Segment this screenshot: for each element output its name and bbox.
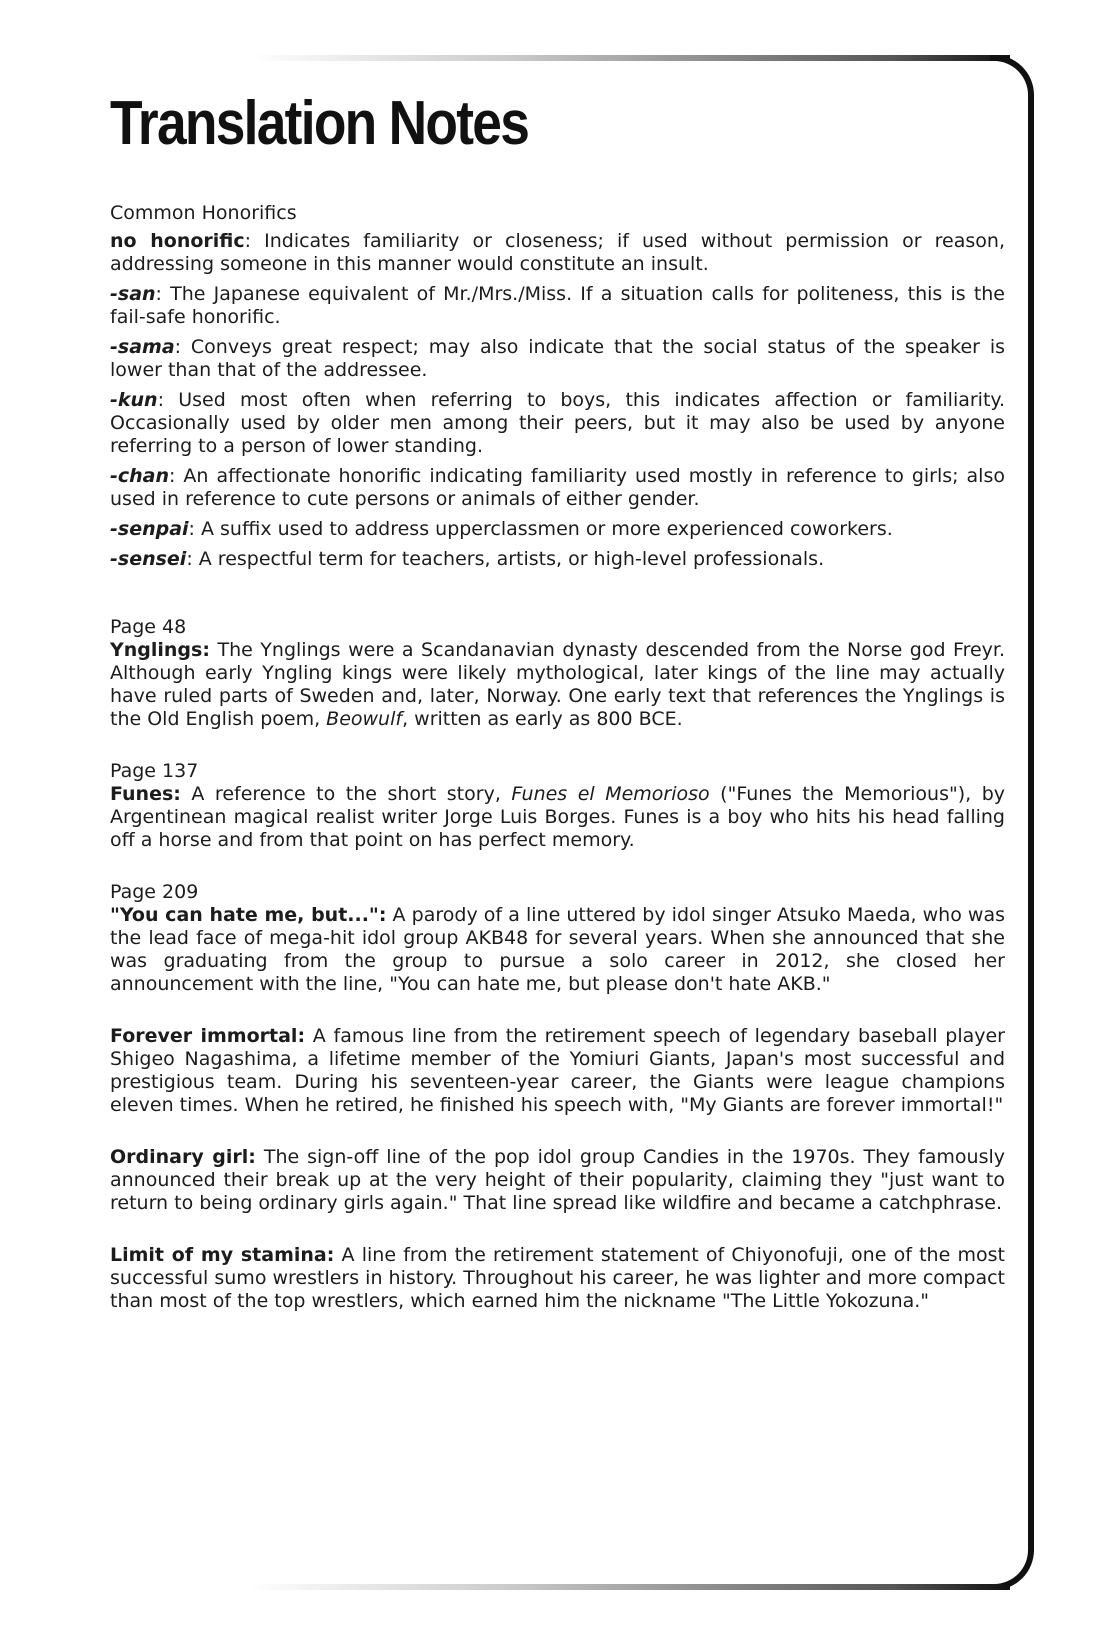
frame-bottom-border [250,1584,1010,1590]
note-entry [110,1244,1005,1313]
spacer [110,1003,1005,1025]
honorific-definition: : A respectful term for teachers, artists, or high-level professionals. [186,548,825,571]
note-term: "You can hate me, but...": [110,904,387,927]
note-forever-immortal [110,1025,1005,1117]
note-entry [110,1146,1005,1215]
honorific-entry [110,336,1005,382]
note-text: A line from the retirement statement of Chiyonofuji, one of the most successful sumo wrestlers in history. Throughout his career, he was lighter and more compact than most of the top wrestlers, which earned him the nickname "The Little Yokozuna." [110,1244,1005,1313]
frame-right-border [1028,112,1034,1552]
note-page-number: Page 48 [110,616,187,639]
spacer [110,1222,1005,1244]
note-entry [110,1025,1005,1117]
note-limit-of-stamina [110,1244,1005,1313]
note-text: The Ynglings were a Scandanavian dynasty descended from the Norse god Freyr. Although early Yngling kings were likely mythological, later kings of the line may actually have ruled parts of Sweden and, later, Norway. One early text that references the Ynglings is the Old English poem, [110,639,1005,731]
honorific-entry [110,518,1005,541]
note-text: ("Funes the Memorious"), by Argentinean magical realist writer Jorge Luis Borges. Funes is a boy who hits his head falling off a horse and from that point on has perfect memory. [110,783,1005,852]
note-term: Ordinary girl: [110,1146,256,1169]
note-text: A famous line from the retirement speech of legendary baseball player Shigeo Nagashima, a lifetime member of the Yomiuri Giants, Japan's most successful and prestigious team. During his seventeen-year career, the Giants were league champions eleven times. When he retired, he finished his speech with, "My Giants are forever immortal!" [110,1025,1005,1117]
note-page-48 [110,616,1005,731]
spacer [110,1124,1005,1146]
note-term: Forever immortal: [110,1025,306,1048]
note-term: Limit of my stamina: [110,1244,335,1267]
note-italic-title: Beowulf [326,708,403,731]
note-text: A parody of a line uttered by idol singer Atsuko Maeda, who was the lead face of mega-hit idol group AKB48 for several years. When she announced that she was graduating from the group to pursue a solo career in 2012, she closed her announcement with the line, "You can hate me, but please don't hate AKB." [110,904,1006,996]
honorific-term: -sensei [110,548,187,571]
note-entry [110,904,1005,996]
note-ordinary-girl [110,1146,1005,1215]
honorific-term: -san [110,283,156,306]
honorific-definition: : Indicates familiarity or closeness; if used without permission or reason, addressing someone in this manner would constitute an insult. [110,230,1005,276]
honorific-definition: : The Japanese equivalent of Mr./Mrs./Miss. If a situation calls for politeness, this is the fail-safe honorific. [110,283,1005,329]
spacer [110,859,1005,881]
note-text: The sign-off line of the pop idol group Candies in the 1970s. They famously announced their break up at the very height of their popularity, claiming they "just want to return to being ordinary girls again." That line spread like wildfire and became a catchphrase. [110,1146,1005,1215]
honorific-entry [110,465,1005,511]
note-italic-title: Funes el Memorioso [511,783,710,806]
spacer [110,578,1005,616]
note-term: Ynglings: [110,639,210,662]
note-text: A reference to the short story, [180,783,512,806]
honorifics-heading: Common Honorifics [110,202,297,225]
honorific-entry [110,548,1005,571]
note-term: Funes: [110,783,181,806]
page-title: Translation Notes [110,89,529,158]
note-page-137 [110,760,1005,852]
note-page-number: Page 209 [110,881,199,904]
note-page-209 [110,881,1005,996]
honorific-definition: : Used most often when referring to boys, this indicates affection or familiarity. Occasionally used by older men among their peers, but it may also be used by anyone referring to a person of lower standing. [110,389,1005,458]
note-text: , written as early as 800 BCE. [402,708,683,731]
honorific-term: -kun [110,389,158,412]
honorific-term: -chan [110,465,170,488]
frame-top-border [250,55,1010,61]
honorific-definition: : A suffix used to address upperclassmen or more experienced coworkers. [188,518,893,541]
note-page-number: Page 137 [110,760,199,783]
honorific-term: -sama [110,336,175,359]
honorific-term: -senpai [110,518,189,541]
spacer [110,738,1005,760]
honorific-entry [110,389,1005,458]
honorific-entry [110,283,1005,329]
page-content [110,90,1005,1320]
honorifics-section [110,202,1005,571]
honorific-entry [110,230,1005,276]
note-entry [110,783,1005,852]
note-entry [110,639,1005,731]
honorific-definition: : An affectionate honorific indicating familiarity used mostly in reference to girls; also used in reference to cute persons or animals of either gender. [110,465,1005,511]
honorific-definition: : Conveys great respect; may also indicate that the social status of the speaker is lower than that of the addressee. [110,336,1005,382]
honorific-term: no honorific [110,230,245,253]
